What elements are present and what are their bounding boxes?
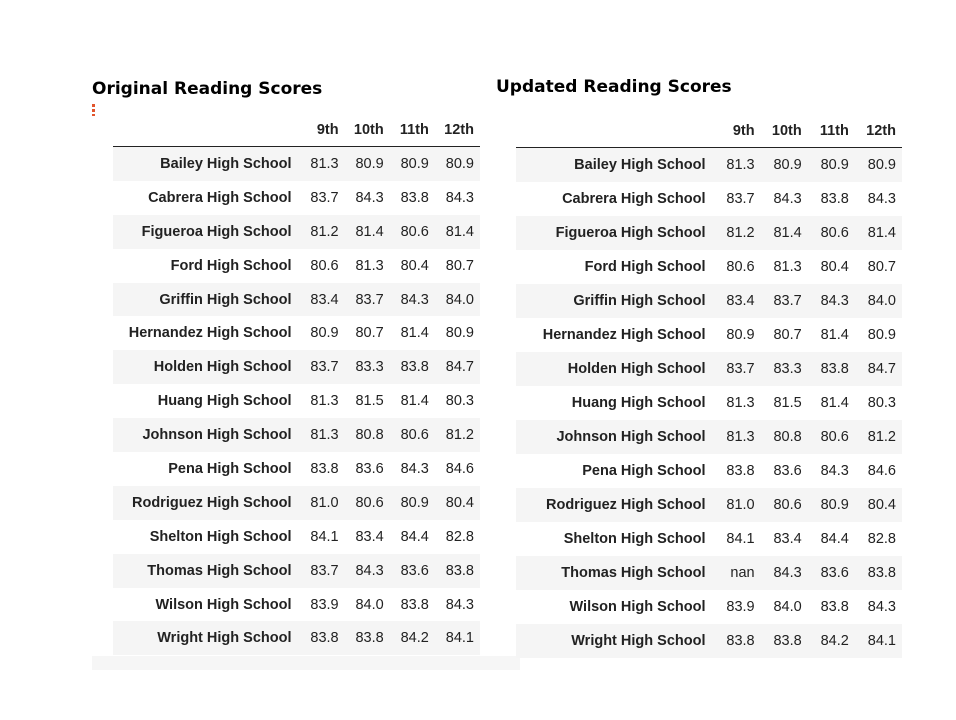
score-cell: 83.8 bbox=[310, 630, 339, 647]
score-cell: 81.2 bbox=[310, 223, 339, 240]
school-name-cell: Ford High School bbox=[170, 257, 292, 274]
column-header bbox=[516, 114, 714, 148]
column-header: 11th bbox=[390, 113, 435, 147]
score-cell: 84.2 bbox=[820, 633, 849, 649]
score-cell: 84.3 bbox=[820, 293, 849, 309]
score-cell: 81.3 bbox=[726, 429, 755, 445]
score-cell: 83.6 bbox=[400, 562, 429, 579]
score-cell: 84.3 bbox=[867, 191, 896, 207]
score-cell: 84.3 bbox=[445, 189, 474, 206]
score-cell: 81.3 bbox=[310, 155, 339, 172]
score-cell: 80.6 bbox=[355, 494, 384, 511]
score-cell: 81.4 bbox=[820, 327, 849, 343]
score-cell: 80.4 bbox=[820, 259, 849, 275]
table-row bbox=[113, 486, 480, 520]
score-cell: 80.6 bbox=[820, 225, 849, 241]
score-cell: 84.4 bbox=[400, 528, 429, 545]
score-cell: 80.7 bbox=[773, 327, 802, 343]
table-row bbox=[113, 384, 480, 418]
score-cell: 83.8 bbox=[820, 361, 849, 377]
table-row bbox=[113, 350, 480, 384]
score-cell: 82.8 bbox=[445, 528, 474, 545]
score-cell: 80.9 bbox=[867, 327, 896, 343]
score-cell: 83.7 bbox=[726, 361, 755, 377]
score-cell: 84.3 bbox=[355, 189, 384, 206]
score-cell: 80.8 bbox=[773, 429, 802, 445]
score-cell: nan bbox=[730, 565, 755, 581]
score-cell: 81.2 bbox=[445, 427, 474, 444]
score-cell: 83.8 bbox=[400, 596, 429, 613]
score-cell: 80.9 bbox=[820, 157, 849, 173]
score-cell: 83.6 bbox=[820, 565, 849, 581]
score-cell: 84.1 bbox=[445, 630, 474, 647]
school-name-cell: Thomas High School bbox=[561, 565, 706, 581]
score-cell: 80.3 bbox=[445, 393, 474, 410]
original-panel-footer-shade bbox=[92, 656, 520, 670]
school-name-cell: Wright High School bbox=[571, 633, 706, 649]
table-row bbox=[516, 216, 902, 250]
score-cell: 83.3 bbox=[773, 361, 802, 377]
score-cell: 83.4 bbox=[773, 531, 802, 547]
score-cell: 84.6 bbox=[445, 460, 474, 477]
score-cell: 80.9 bbox=[400, 155, 429, 172]
score-cell: 84.3 bbox=[867, 599, 896, 615]
table-row bbox=[516, 148, 902, 183]
school-name-cell: Hernandez High School bbox=[128, 325, 292, 342]
score-cell: 83.4 bbox=[355, 528, 384, 545]
score-cell: 80.7 bbox=[355, 325, 384, 342]
table-row bbox=[516, 420, 902, 454]
score-cell: 83.8 bbox=[355, 630, 384, 647]
score-cell: 81.4 bbox=[400, 325, 429, 342]
table-row bbox=[516, 488, 902, 522]
score-cell: 80.9 bbox=[400, 494, 429, 511]
score-cell: 80.4 bbox=[400, 257, 429, 274]
school-name-cell: Ford High School bbox=[584, 259, 706, 275]
score-cell: 80.9 bbox=[773, 157, 802, 173]
score-cell: 80.7 bbox=[445, 257, 474, 274]
score-cell: 81.3 bbox=[726, 157, 755, 173]
table-row bbox=[516, 454, 902, 488]
updated-title: Updated Reading Scores bbox=[496, 77, 732, 97]
score-cell: 80.3 bbox=[867, 395, 896, 411]
table-row bbox=[516, 624, 902, 658]
score-cell: 83.8 bbox=[773, 633, 802, 649]
table-row bbox=[113, 147, 480, 181]
score-cell: 80.4 bbox=[867, 497, 896, 513]
score-cell: 80.6 bbox=[310, 257, 339, 274]
score-cell: 83.8 bbox=[310, 460, 339, 477]
column-header: 11th bbox=[808, 114, 855, 148]
column-header: 9th bbox=[714, 114, 761, 148]
score-cell: 83.9 bbox=[310, 596, 339, 613]
school-name-cell: Pena High School bbox=[582, 463, 706, 479]
score-cell: 83.9 bbox=[726, 599, 755, 615]
score-cell: 81.3 bbox=[773, 259, 802, 275]
school-name-cell: Griffin High School bbox=[573, 293, 706, 309]
score-cell: 80.9 bbox=[445, 325, 474, 342]
school-name-cell: Huang High School bbox=[571, 395, 706, 411]
score-cell: 84.1 bbox=[867, 633, 896, 649]
score-cell: 83.7 bbox=[355, 291, 384, 308]
school-name-cell: Shelton High School bbox=[149, 528, 292, 545]
table-row bbox=[113, 316, 480, 350]
score-cell: 83.6 bbox=[355, 460, 384, 477]
column-header bbox=[113, 113, 300, 147]
column-header: 10th bbox=[345, 113, 390, 147]
score-cell: 83.7 bbox=[726, 191, 755, 207]
score-cell: 81.3 bbox=[310, 427, 339, 444]
score-cell: 84.1 bbox=[726, 531, 755, 547]
header-row bbox=[516, 114, 902, 148]
score-cell: 80.9 bbox=[820, 497, 849, 513]
score-cell: 84.0 bbox=[355, 596, 384, 613]
score-cell: 80.9 bbox=[726, 327, 755, 343]
score-cell: 84.7 bbox=[445, 359, 474, 376]
score-cell: 80.9 bbox=[355, 155, 384, 172]
school-name-cell: Holden High School bbox=[567, 361, 706, 377]
score-cell: 83.8 bbox=[820, 191, 849, 207]
score-cell: 80.6 bbox=[726, 259, 755, 275]
score-cell: 83.8 bbox=[726, 463, 755, 479]
table-row bbox=[516, 386, 902, 420]
school-name-cell: Holden High School bbox=[153, 359, 292, 376]
score-cell: 83.7 bbox=[310, 189, 339, 206]
school-name-cell: Rodriguez High School bbox=[132, 494, 292, 511]
score-cell: 81.4 bbox=[773, 225, 802, 241]
score-cell: 80.9 bbox=[310, 325, 339, 342]
school-name-cell: Wright High School bbox=[157, 630, 292, 647]
school-name-cell: Johnson High School bbox=[556, 429, 706, 445]
table-row bbox=[516, 284, 902, 318]
table-row bbox=[516, 352, 902, 386]
score-cell: 84.0 bbox=[445, 291, 474, 308]
score-cell: 80.7 bbox=[867, 259, 896, 275]
table-row bbox=[113, 215, 480, 249]
score-cell: 83.6 bbox=[773, 463, 802, 479]
table-row bbox=[516, 590, 902, 624]
table-row bbox=[113, 249, 480, 283]
table-row bbox=[113, 418, 480, 452]
school-name-cell: Wilson High School bbox=[155, 596, 292, 613]
school-name-cell: Bailey High School bbox=[574, 157, 706, 173]
score-cell: 81.2 bbox=[726, 225, 755, 241]
updated-scores-table bbox=[516, 114, 902, 658]
score-cell: 82.8 bbox=[867, 531, 896, 547]
score-cell: 83.3 bbox=[355, 359, 384, 376]
score-cell: 80.6 bbox=[773, 497, 802, 513]
score-cell: 83.4 bbox=[726, 293, 755, 309]
score-cell: 84.3 bbox=[400, 460, 429, 477]
school-name-cell: Huang High School bbox=[157, 393, 292, 410]
score-cell: 84.7 bbox=[867, 361, 896, 377]
score-cell: 80.6 bbox=[400, 223, 429, 240]
score-cell: 83.8 bbox=[726, 633, 755, 649]
score-cell: 83.7 bbox=[310, 562, 339, 579]
table-row bbox=[516, 556, 902, 590]
score-cell: 80.9 bbox=[867, 157, 896, 173]
score-cell: 81.3 bbox=[726, 395, 755, 411]
table-row bbox=[113, 181, 480, 215]
school-name-cell: Bailey High School bbox=[160, 155, 292, 172]
score-cell: 81.5 bbox=[773, 395, 802, 411]
score-cell: 83.7 bbox=[773, 293, 802, 309]
cell-marker-icon bbox=[92, 104, 95, 116]
school-name-cell: Cabrera High School bbox=[148, 189, 292, 206]
score-cell: 83.8 bbox=[867, 565, 896, 581]
score-cell: 80.8 bbox=[355, 427, 384, 444]
score-cell: 81.0 bbox=[310, 494, 339, 511]
score-cell: 83.8 bbox=[820, 599, 849, 615]
school-name-cell: Johnson High School bbox=[142, 427, 292, 444]
school-name-cell: Thomas High School bbox=[147, 562, 292, 579]
score-cell: 84.3 bbox=[773, 191, 802, 207]
score-cell: 83.8 bbox=[400, 189, 429, 206]
table-row bbox=[113, 520, 480, 554]
score-cell: 84.3 bbox=[400, 291, 429, 308]
table-row bbox=[516, 250, 902, 284]
school-name-cell: Shelton High School bbox=[563, 531, 706, 547]
score-cell: 84.6 bbox=[867, 463, 896, 479]
score-cell: 81.5 bbox=[355, 393, 384, 410]
score-cell: 84.3 bbox=[820, 463, 849, 479]
column-header: 12th bbox=[435, 113, 480, 147]
score-cell: 81.4 bbox=[355, 223, 384, 240]
column-header: 12th bbox=[855, 114, 902, 148]
score-cell: 83.4 bbox=[310, 291, 339, 308]
score-cell: 81.3 bbox=[355, 257, 384, 274]
score-cell: 84.3 bbox=[773, 565, 802, 581]
score-cell: 81.2 bbox=[867, 429, 896, 445]
score-cell: 81.0 bbox=[726, 497, 755, 513]
table-row bbox=[113, 621, 480, 655]
score-cell: 84.3 bbox=[445, 596, 474, 613]
table-row bbox=[113, 588, 480, 622]
score-cell: 84.0 bbox=[773, 599, 802, 615]
score-cell: 81.4 bbox=[445, 223, 474, 240]
table-row bbox=[516, 318, 902, 352]
score-cell: 81.4 bbox=[820, 395, 849, 411]
school-name-cell: Rodriguez High School bbox=[546, 497, 706, 513]
original-scores-table bbox=[113, 113, 480, 655]
school-name-cell: Hernandez High School bbox=[542, 327, 706, 343]
school-name-cell: Figueroa High School bbox=[555, 225, 706, 241]
score-cell: 83.8 bbox=[400, 359, 429, 376]
score-cell: 84.0 bbox=[867, 293, 896, 309]
score-cell: 80.4 bbox=[445, 494, 474, 511]
original-title: Original Reading Scores bbox=[92, 79, 323, 99]
school-name-cell: Wilson High School bbox=[569, 599, 706, 615]
school-name-cell: Cabrera High School bbox=[562, 191, 706, 207]
school-name-cell: Griffin High School bbox=[159, 291, 292, 308]
score-cell: 83.8 bbox=[445, 562, 474, 579]
header-row bbox=[113, 113, 480, 147]
table-row bbox=[113, 283, 480, 317]
score-cell: 84.1 bbox=[310, 528, 339, 545]
table-row bbox=[113, 554, 480, 588]
score-cell: 81.3 bbox=[310, 393, 339, 410]
score-cell: 81.4 bbox=[400, 393, 429, 410]
table-row bbox=[516, 182, 902, 216]
school-name-cell: Figueroa High School bbox=[141, 223, 292, 240]
table-row bbox=[113, 452, 480, 486]
score-cell: 84.3 bbox=[355, 562, 384, 579]
score-cell: 83.7 bbox=[310, 359, 339, 376]
score-cell: 80.6 bbox=[400, 427, 429, 444]
score-cell: 84.4 bbox=[820, 531, 849, 547]
table-row bbox=[516, 522, 902, 556]
score-cell: 84.2 bbox=[400, 630, 429, 647]
score-cell: 80.9 bbox=[445, 155, 474, 172]
column-header: 9th bbox=[300, 113, 345, 147]
school-name-cell: Pena High School bbox=[168, 460, 292, 477]
score-cell: 80.6 bbox=[820, 429, 849, 445]
score-cell: 81.4 bbox=[867, 225, 896, 241]
column-header: 10th bbox=[761, 114, 808, 148]
